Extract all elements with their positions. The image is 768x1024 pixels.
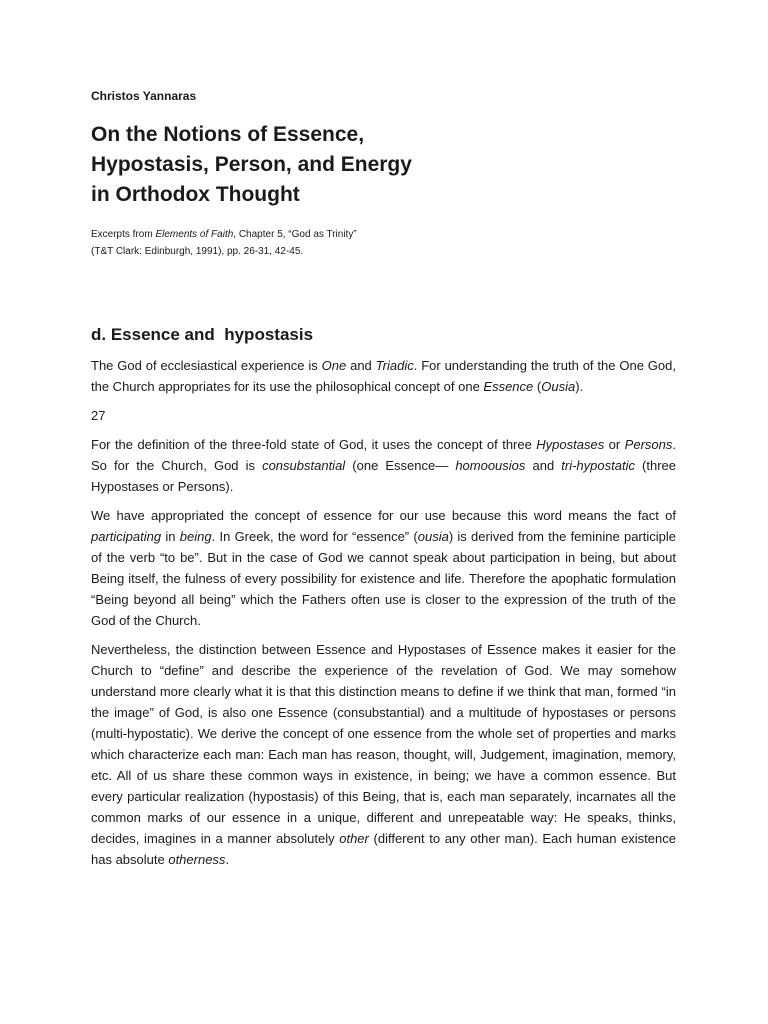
paragraph-4	[91, 639, 676, 870]
body-text	[91, 355, 676, 878]
text-run: in	[161, 529, 180, 544]
paragraph-2	[91, 434, 676, 497]
italic-term: Ousia	[541, 379, 576, 394]
text-run: (one Essence—	[345, 458, 456, 473]
paragraph-1	[91, 355, 676, 397]
excerpt-line-1	[91, 226, 357, 243]
text-run: For the definition of the three-fold state of God, it uses the concept of three	[91, 437, 537, 452]
italic-term: being	[179, 529, 212, 544]
paragraph-3	[91, 505, 676, 631]
italic-term: One	[321, 358, 347, 373]
excerpt-book-title: Elements of Faith	[155, 229, 234, 240]
italic-term: tri-hypostatic	[561, 458, 635, 473]
title-line-2: Hypostasis, Person, and Energy	[91, 153, 412, 176]
italic-term: Persons	[624, 437, 673, 452]
text-run: . So for the Church, God is	[91, 437, 676, 473]
text-run: and	[346, 358, 376, 373]
text-run: ).	[575, 379, 584, 394]
text-run: The God of ecclesiastical experience is	[91, 358, 322, 373]
italic-term: homoousios	[455, 458, 526, 473]
section-heading: d. Essence and hypostasis	[91, 325, 314, 344]
title-line-3: in Orthodox Thought	[91, 183, 300, 206]
italic-term: Triadic	[375, 358, 414, 373]
text-run: ) is derived from the feminine participle of the verb “to be”. But in the case of God we cannot speak about participation in being, but about Being itself, the fulness of every possibility for existence and life. Therefore the apophatic formulation “Being beyond all being” which the Fathers often use is closer to the expression of the truth of the God of the Church.	[91, 529, 676, 628]
italic-term: consubstantial	[262, 458, 346, 473]
italic-term: otherness	[168, 852, 226, 867]
title-line-1: On the Notions of Essence,	[91, 123, 365, 146]
excerpt-line-2: (T&T Clark: Edinburgh, 1991), pp. 26-31, 42-45.	[91, 246, 304, 257]
text-run: We have appropriated the concept of essence for our use because this word means the fact of	[91, 508, 676, 523]
text-run: . For understanding the truth of the One God, the Church appropriates for its use the philosophical concept of one	[91, 358, 676, 394]
document-title	[91, 120, 412, 210]
text-run: (	[533, 379, 542, 394]
page-number: 27	[91, 408, 106, 423]
author-name: Christos Yannaras	[91, 89, 197, 103]
text-run: . In Greek, the word for “essence” (	[211, 529, 418, 544]
italic-term: other	[339, 831, 369, 846]
excerpt-chapter: , Chapter 5, “God as Trinity”	[233, 229, 357, 240]
excerpt-prefix: Excerpts from	[91, 229, 156, 240]
text-run: or	[604, 437, 625, 452]
text-run: (three Hypostases or Persons).	[91, 458, 677, 494]
text-run: and	[525, 458, 562, 473]
italic-term: Essence	[483, 379, 534, 394]
text-run: .	[225, 852, 230, 867]
excerpt-note	[91, 226, 357, 260]
text-run: Nevertheless, the distinction between Essence and Hypostases of Essence makes it easier for the Church to “define” and describe the experience of the revelation of God. We may somehow understand more clearly what it is that this distinction means to define if we think that man, formed “in the image” of God, is also one Essence (consubstantial) and a multitude of hypostases or persons (multi-hypostatic). We derive the concept of one essence from the whole set of properties and marks which characterize each man: Each man has reason, thought, will, Judgement, imagination, memory, etc. All of us share these common ways in existence, in being; we have a common essence. But every particular realization (hypostasis) of this Being, that is, each man separately, incarnates all the common marks of our essence in a unique, different and unrepeatable way: He speaks, thinks, decides, imagines in a manner absolutely	[91, 642, 676, 846]
italic-term: participating	[91, 529, 162, 544]
text-run: (different to any other man). Each human existence has absolute	[91, 831, 676, 867]
italic-term: Hypostases	[536, 437, 605, 452]
italic-term: ousia	[417, 529, 449, 544]
